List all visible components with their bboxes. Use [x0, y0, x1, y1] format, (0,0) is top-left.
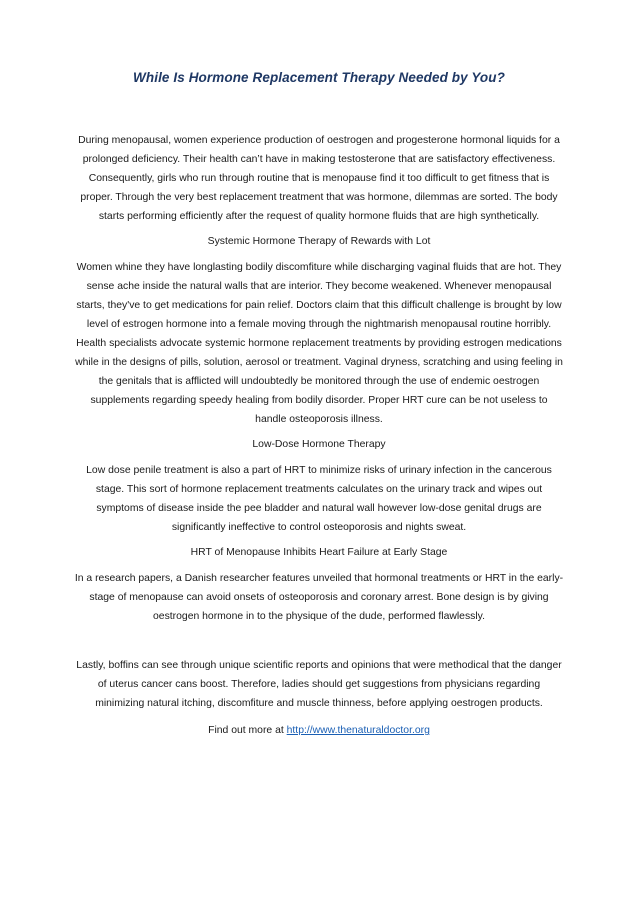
document-title: While Is Hormone Replacement Therapy Needed by You? — [133, 70, 505, 85]
footer-line — [74, 721, 564, 740]
section-heading-low-dose: Low-Dose Hormone Therapy — [252, 439, 386, 450]
section-heading-systemic: Systemic Hormone Therapy of Rewards with Lot — [207, 236, 431, 247]
footer-prefix: Find out more at — [208, 725, 287, 736]
section-body-systemic: Women whine they have longlasting bodily discomfiture while discharging vaginal fluids that are hot. They sense ache inside the natural walls that are interior. They become weakened. Whenever menopausal starts, they've to get medications for pain relief. Doctors claim that this difficult challenge is brought by low level of estrogen hormone into a female moving through the nightmarish menopausal routine horribly. Health specialists advocate systemic hormone replacement treatments by providing estrogen medications while in the designs of pills, solution, aerosol or treatment. Vaginal dryness, scratching and using feeling in the genitals that is afflicted will undoubtedly be monitored through the use of endemic oestrogen supplements regarding speedy healing from bodily disorder. Proper HRT cure can be not useless to handle osteoporosis illness. — [75, 262, 563, 425]
website-link[interactable]: http://www.thenaturaldoctor.org — [286, 725, 430, 736]
closing-paragraph: Lastly, boffins can see through unique scientific reports and opinions that were methodical that the danger of uterus cancer cans boost. Therefore, ladies should get suggestions from physicians regarding minimizing natural itching, discomfiture and muscle thinness, before applying oestrogen products. — [76, 660, 562, 709]
intro-paragraph: During menopausal, women experience production of oestrogen and progesterone hormonal liquids for a prolonged deficiency. Their health can’t have in making testosterone that are satisfactory effectiveness. Consequently, girls who run through routine that is menopause find it too difficult to get fitness that is proper. Through the very best replacement treatment that was hormone, dilemmas are sorted. The body starts performing efficiently after the request of quality hormone fluids that are high synthetically. — [78, 135, 560, 222]
document-page — [74, 70, 564, 740]
spacer — [74, 626, 564, 656]
section-heading-heart-failure: HRT of Menopause Inhibits Heart Failure at Early Stage — [190, 547, 448, 558]
section-body-low-dose: Low dose penile treatment is also a part of HRT to minimize risks of urinary infection in the cancerous stage. This sort of hormone replacement treatments calculates on the urinary track and wipes out symptoms of disease inside the pee bladder and natural wall however low-dose genital drugs are significantly ineffective to control osteoporosis and nights sweat. — [86, 465, 552, 533]
section-body-heart-failure: In a research papers, a Danish researcher features unveiled that hormonal treatments or HRT in the early-stage of menopause can avoid onsets of osteoporosis and coronary arrest. Bone design is by giving oestrogen hormone in to the physique of the dude, performed flawlessly. — [74, 573, 564, 622]
